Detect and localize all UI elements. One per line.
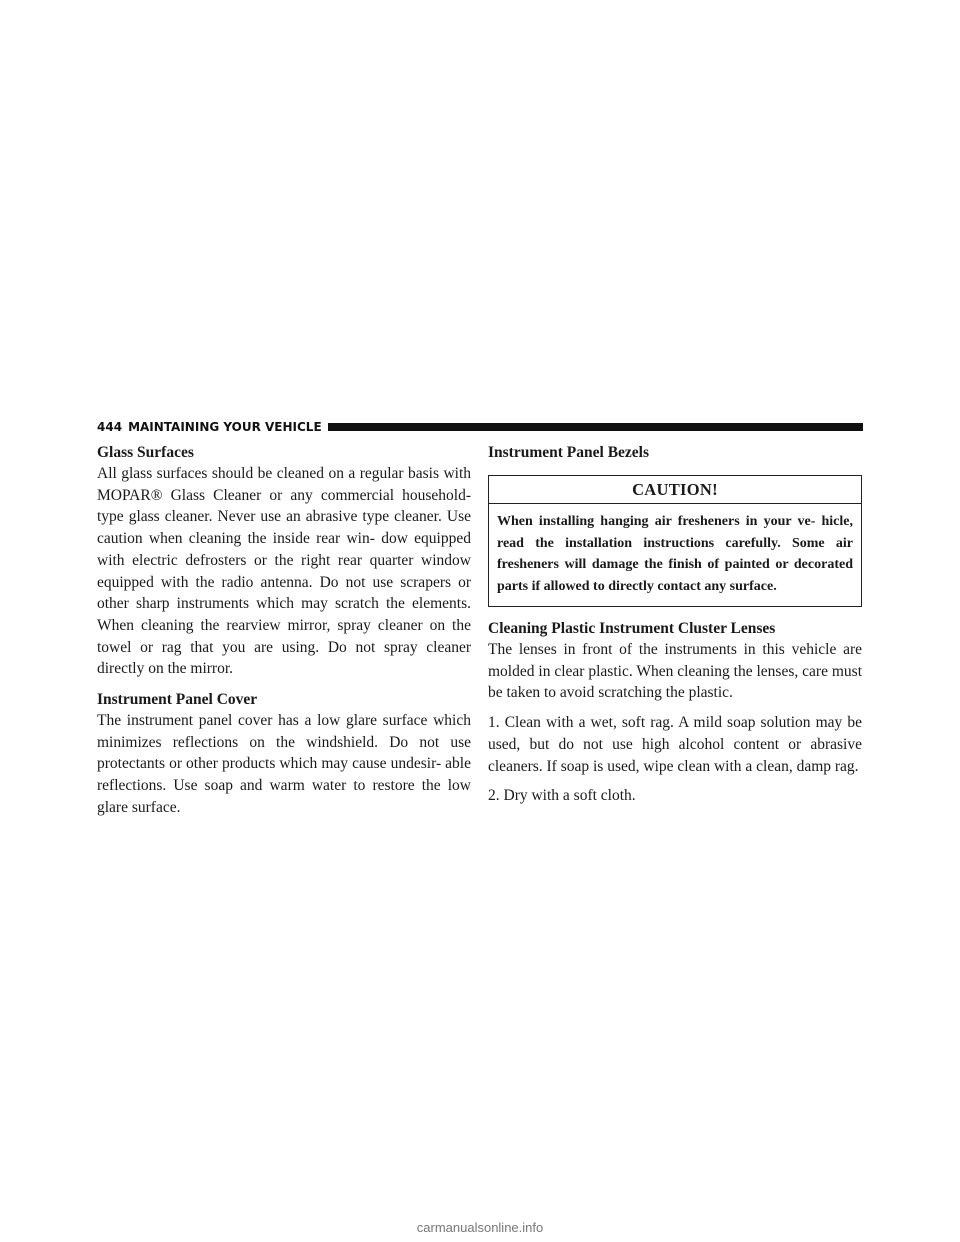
page-header [97, 420, 863, 434]
lenses-step-1: 1. Clean with a wet, soft rag. A mild soap solution may be used, but do not use high alcohol content or abrasive cleaners. If soap is used, wipe clean with a clean, damp rag. [488, 714, 862, 775]
header-rule [328, 423, 863, 431]
caution-box [488, 475, 862, 607]
lenses-heading: Cleaning Plastic Instrument Cluster Lenses [488, 620, 776, 637]
panel-bezels-heading: Instrument Panel Bezels [488, 444, 650, 461]
glass-surfaces-text: All glass surfaces should be cleaned on a regular basis with MOPAR® Glass Cleaner or any commercial household-type glass cleaner. Never use an abrasive type cleaner. Use caution when cleaning the inside rear win- dow equipped with electric defrosters or the right rear quarter window equipped with the radio antenna. Do not use scrapers or other sharp instruments which may scratch the elements. When cleaning the rearview mirror, spray cleaner on the towel or rag that you are using. Do not spray cleaner directly on the mirror. [97, 465, 471, 678]
lenses-step-2: 2. Dry with a soft cloth. [488, 787, 636, 805]
caution-text: When installing hanging air fresheners in your ve- hicle, read the installation instructions carefully. Some air fresheners will damage the finish of painted or decorated parts if allowed to directly contact any surface. [497, 514, 853, 594]
caution-title: CAUTION! [489, 476, 861, 504]
watermark: carmanualsonline.info [416, 1220, 544, 1235]
lenses-intro: The lenses in front of the instruments in this vehicle are molded in clear plastic. When cleaning the lenses, care must be taken to avoid scratching the plastic. [488, 641, 862, 702]
right-column [488, 443, 862, 815]
panel-cover-heading: Instrument Panel Cover [97, 691, 258, 709]
panel-cover-text: The instrument panel cover has a low glare surface which minimizes reflections on the windshield. Do not use protectants or other products which may cause undesir- able reflections. Use soap and warm water to restore the low glare surface. [97, 712, 471, 816]
page-number: 444 [97, 420, 123, 434]
glass-surfaces-heading: Glass Surfaces [97, 444, 194, 461]
section-title: MAINTAINING YOUR VEHICLE [128, 420, 322, 434]
left-column [97, 443, 471, 827]
